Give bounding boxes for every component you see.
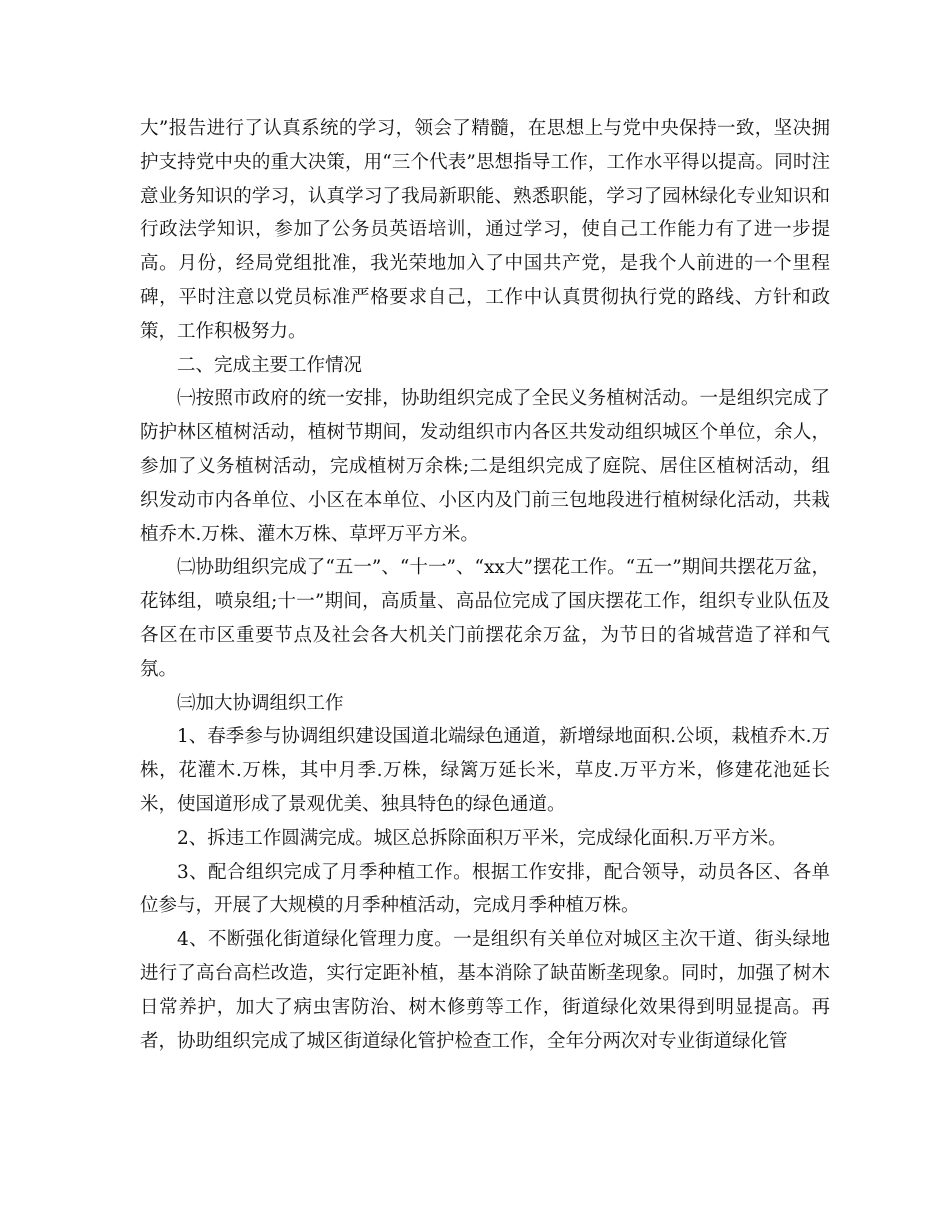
subheading-coordination: ㈢加大协调组织工作: [177, 692, 344, 714]
list-item-rose-planting: 3、配合组织完成了月季种植工作。根据工作安排，配合领导，动员各区、各单位参与，开展了大规模的月季种植活动，完成月季种植万株。: [140, 861, 830, 917]
list-item-green-corridor: 1、春季参与协调组织建设国道北端绿色通道，新增绿地面积.公顷，栽植乔木.万株，花灌木.万株，其中月季.万株，绿篱万延长米，草皮.万平方米，修建花池延长米，使国道形成了景观优美、独具特色的绿色通道。: [140, 726, 830, 815]
paragraph-flower-display: ㈡协助组织完成了“五一”、“十一”、“xx大”摆花工作。“五一”期间共摆花万盆，花钵组，喷泉组;十一”期间，高质量、高品位完成了国庆摆花工作，组织专业队伍及各区在市区重要节点及社会各大机关门前摆花余万盆，为节日的省城营造了祥和气氛。: [140, 557, 830, 680]
paragraph-study: 大”报告进行了认真系统的学习，领会了精髓，在思想上与党中央保持一致，坚决拥护支持党中央的重大决策，用“三个代表”思想指导工作，工作水平得以提高。同时注意业务知识的学习，认真学习了我局新职能、熟悉职能，学习了园林绿化专业知识和行政法学知识，参加了公务员英语培训，通过学习，使自己工作能力有了进一步提高。月份，经局党组批准，我光荣地加入了中国共产党，是我个人前进的一个里程碑，平时注意以党员标准严格要求自己，工作中认真贯彻执行党的路线、方针和政策，工作积极努力。: [140, 118, 830, 342]
section-heading-main-work: 二、完成主要工作情况: [177, 354, 363, 376]
list-item-street-greening: 4、不断强化街道绿化管理力度。一是组织有关单位对城区主次干道、街头绿地进行了高台高栏改造，实行定距补植，基本消除了缺苗断垄现象。同时，加强了树木日常养护，加大了病虫害防治、树木修剪等工作，街道绿化效果得到明显提高。再者，协助组织完成了城区街道绿化管护检查工作，全年分两次对专业街道绿化管: [140, 929, 830, 1052]
paragraph-tree-planting: ㈠按照市政府的统一安排，协助组织完成了全民义务植树活动。一是组织完成了防护林区植树活动，植树节期间，发动组织市内各区共发动组织城区个单位，余人，参加了义务植树活动，完成植树万余株;二是组织完成了庭院、居住区植树活动，组织发动市内各单位、小区在本单位、小区内及门前三包地段进行植树绿化活动，共栽植乔木.万株、灌木万株、草坪万平方米。: [140, 388, 830, 545]
document-body: [140, 112, 830, 1058]
list-item-demolition: 2、拆违工作圆满完成。城区总拆除面积万平米，完成绿化面积.万平方米。: [177, 827, 787, 849]
